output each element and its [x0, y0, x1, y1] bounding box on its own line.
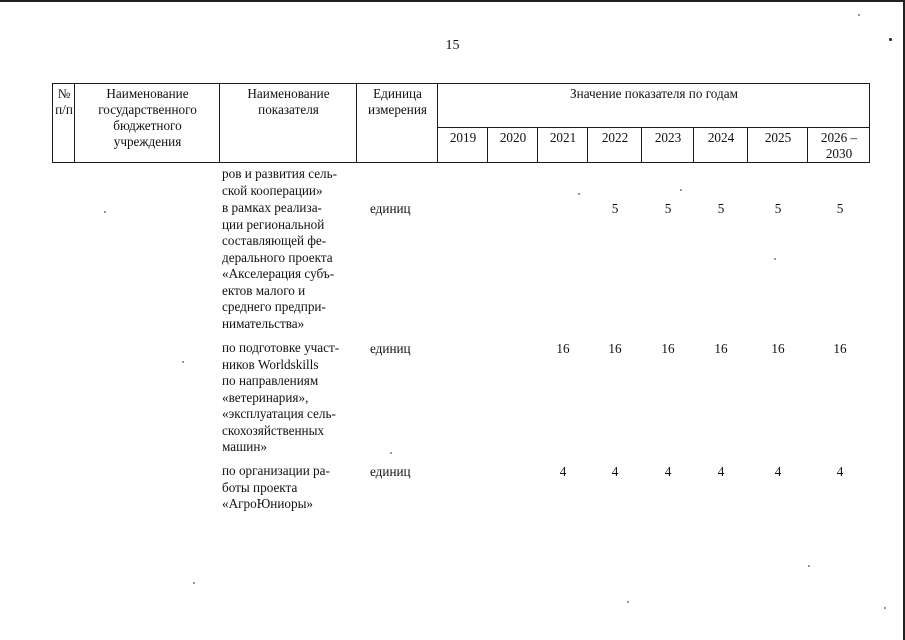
header-values-by-year: Значение показателя по годам: [570, 86, 738, 101]
scan-speck: [627, 601, 629, 603]
scan-speck: [680, 189, 682, 191]
indicator-line: «АгроЮниоры»: [222, 496, 314, 511]
scan-speck: [858, 14, 860, 16]
scan-speck: [884, 607, 886, 609]
value-row-2-2021: 16: [556, 341, 570, 356]
scan-speck: [182, 361, 184, 363]
indicator-text-row-0: [222, 166, 358, 199]
value-row-2-2022: 16: [608, 341, 622, 356]
indicator-line: ников Worldskills: [222, 356, 319, 372]
header-indicator-line: показателя: [258, 102, 319, 117]
header-unit: [357, 86, 438, 118]
indicator-line: «эксплуатация сель-: [222, 406, 336, 421]
indicator-line: нимательства»: [222, 315, 305, 331]
header-institution-line: бюджетного: [113, 118, 182, 133]
indicator-line: дерального проекта: [222, 249, 333, 265]
indicator-line: «ветеринария»,: [222, 389, 309, 405]
scan-speck: [104, 211, 106, 213]
indicator-line: машин»: [222, 439, 267, 454]
year-2026-2030-line: 2026 –: [820, 130, 858, 145]
indicator-line: в рамках реализа-: [222, 200, 322, 215]
header-number-line: п/п: [55, 102, 73, 117]
unit-row-2: единиц: [370, 341, 411, 356]
header-institution-line: Наименование: [106, 86, 189, 101]
indicator-line: ров и развития сель-: [222, 166, 338, 181]
header-indicator: [220, 86, 357, 118]
value-row-3-2026-2030: 4: [836, 464, 844, 479]
unit-row-1: единиц: [370, 201, 411, 216]
header-number-line: №: [57, 86, 71, 101]
value-row-3-2021: 4: [559, 464, 567, 479]
scan-speck: [808, 565, 810, 567]
value-row-2-2024: 16: [714, 341, 728, 356]
value-row-3-2023: 4: [664, 464, 672, 479]
scan-speck: [193, 582, 195, 584]
value-row-2-2025: 16: [771, 341, 785, 356]
unit-row-3: единиц: [370, 464, 411, 479]
scan-speck: [889, 38, 892, 41]
indicator-line: по подготовке участ-: [222, 340, 340, 355]
page-number: 15: [445, 38, 460, 53]
indicator-line: «Акселерация субъ-: [222, 266, 335, 281]
scan-speck: [578, 193, 580, 195]
value-row-1-2026-2030: 5: [836, 201, 844, 216]
value-row-1-2024: 5: [717, 201, 725, 216]
indicator-line: ской кооперации»: [222, 182, 323, 198]
header-unit-line: Единица: [373, 86, 422, 101]
scan-speck: [774, 258, 776, 260]
year-2020: 2020: [499, 130, 527, 145]
value-row-2-2023: 16: [661, 341, 675, 356]
year-2022: 2022: [601, 130, 629, 145]
value-row-3-2025: 4: [774, 464, 782, 479]
year-2026-2030-line: 2030: [825, 146, 853, 161]
header-indicator-line: Наименование: [247, 86, 330, 101]
indicator-text-row-1: [222, 200, 358, 332]
year-2026-2030: [808, 130, 870, 162]
value-row-3-2022: 4: [611, 464, 619, 479]
year-2021: 2021: [549, 130, 577, 145]
indicator-text-row-2: [222, 340, 358, 456]
value-row-1-2022: 5: [611, 201, 619, 216]
scan-speck: [390, 452, 392, 454]
value-row-1-2025: 5: [774, 201, 782, 216]
indicator-line: среднего предпри-: [222, 299, 326, 314]
year-2019: 2019: [449, 130, 477, 145]
year-2023: 2023: [654, 130, 682, 145]
value-row-2-2026-2030: 16: [833, 341, 847, 356]
value-row-3-2024: 4: [717, 464, 725, 479]
indicator-line: по организации ра-: [222, 463, 330, 478]
year-2024: 2024: [707, 130, 735, 145]
indicator-line: ектов малого и: [222, 282, 306, 298]
header-number: [53, 86, 75, 118]
header-unit-line: измерения: [368, 102, 427, 117]
indicator-text-row-3: [222, 463, 358, 513]
indicator-line: боты проекта: [222, 479, 298, 495]
indicator-line: скохозяйственных: [222, 422, 325, 438]
header-institution-line: государственного: [98, 102, 197, 117]
indicator-line: по направлениям: [222, 373, 319, 388]
value-row-1-2023: 5: [664, 201, 672, 216]
indicator-line: составляющей фе-: [222, 233, 327, 248]
header-institution: [75, 86, 220, 150]
scan-edge-top: [0, 0, 905, 2]
indicator-line: ции региональной: [222, 216, 325, 232]
header-institution-line: учреждения: [113, 134, 182, 149]
year-2025: 2025: [764, 130, 792, 145]
